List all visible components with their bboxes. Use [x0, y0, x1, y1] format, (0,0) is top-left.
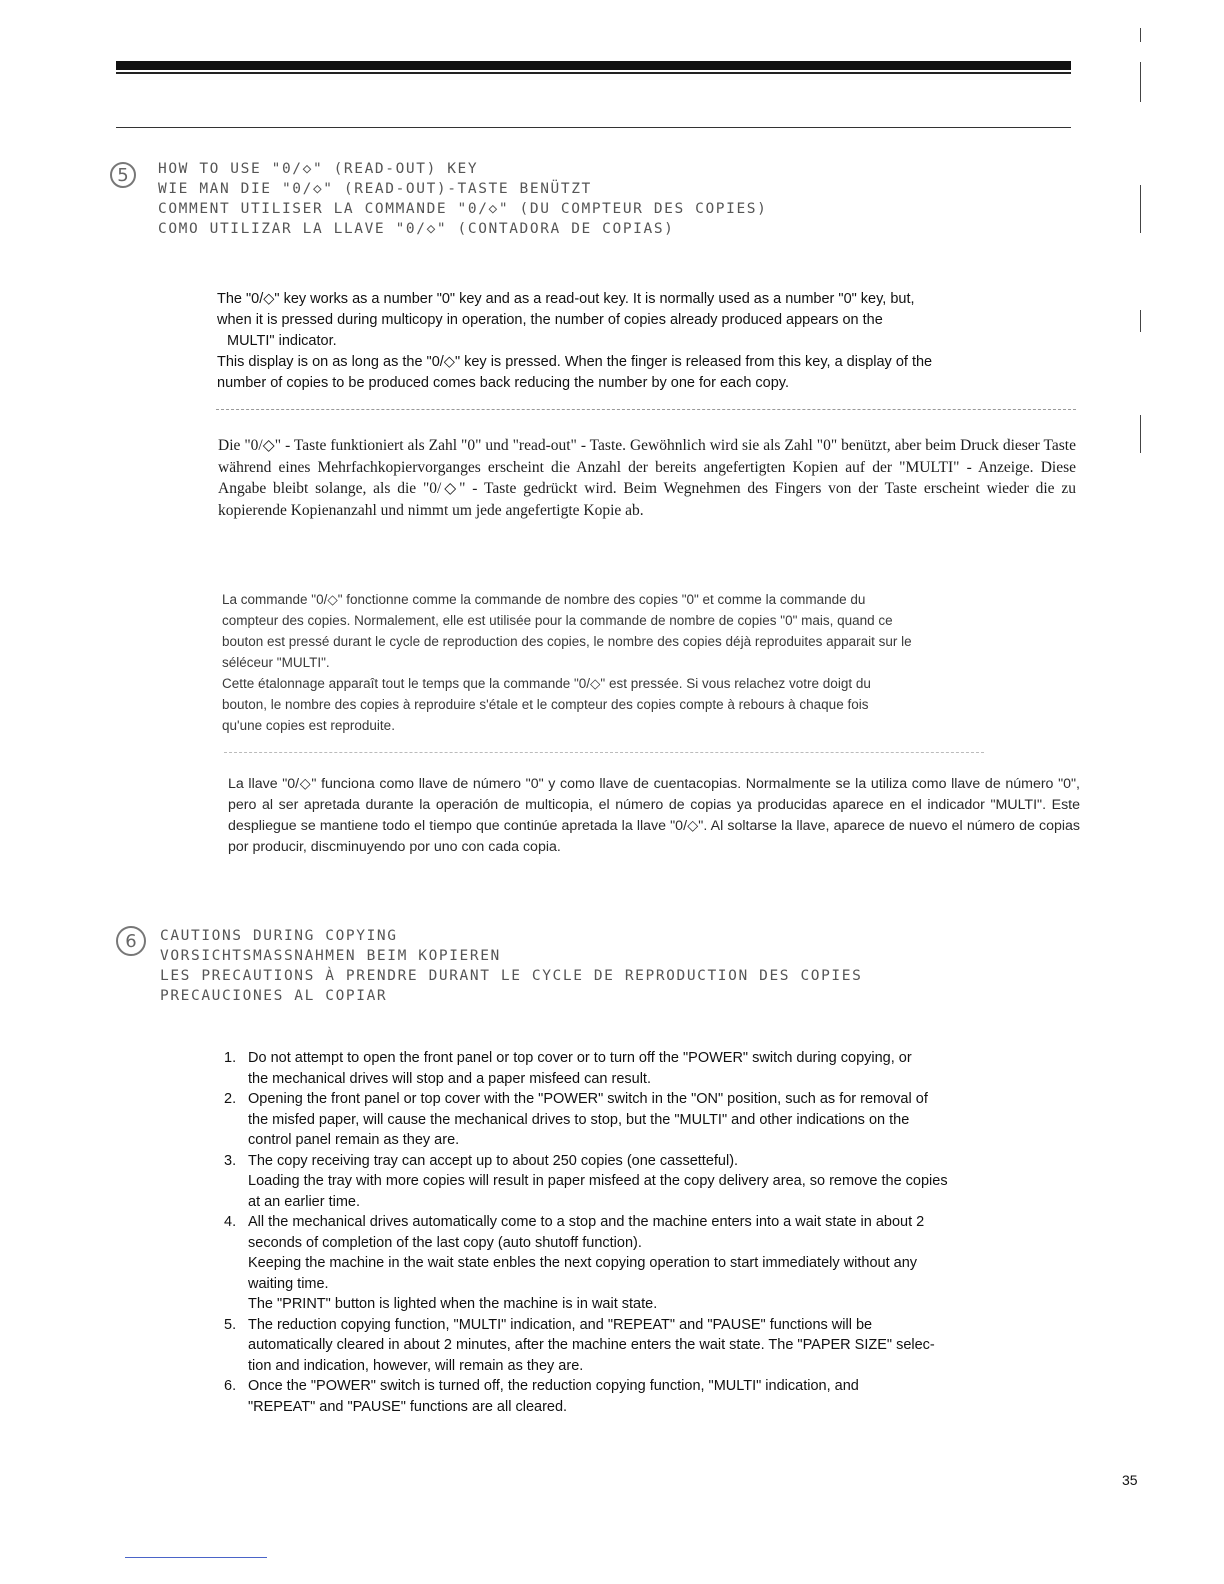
- item-number: 2.: [224, 1091, 237, 1107]
- section-6-icon: 6: [116, 926, 146, 956]
- item-number: 4.: [224, 1214, 237, 1230]
- edge-mark: [1140, 28, 1141, 42]
- footer-line: [125, 1557, 267, 1558]
- caution-item: [224, 1048, 1084, 1089]
- fr-line: séléceur "MULTI".: [222, 655, 330, 670]
- heading-fr: COMMENT UTILISER LA COMMANDE "0/◇" (DU COMPTEUR DES COPIES): [158, 201, 768, 217]
- top-thick-rule: [116, 61, 1071, 70]
- top-rule-secondary: [116, 72, 1071, 74]
- heading-de: VORSICHTSMASSNAHMEN BEIM KOPIEREN: [160, 948, 501, 964]
- heading-en: CAUTIONS DURING COPYING: [160, 928, 398, 944]
- section-5-spanish: La llave "0/◇" funciona como llave de número "0" y como llave de cuentacopias. Normalmente se la utiliza como llave de número "0", pero al ser apretada durante la operación de multicopia, el número de copias ya producidas aparece en el indicador "MULTI". Este despliegue se mantiene todo el tiempo que continúe apretada la llave "0/◇". Al soltarse la llave, aparece de nuevo el número de copias por producir, discminuyendo por uno con cada copia.: [228, 776, 1080, 855]
- section-6-headings: [160, 926, 862, 1006]
- item-number: 6.: [224, 1378, 237, 1394]
- item-line: Do not attempt to open the front panel or top cover or to turn off the "POWER" switch during copying, or: [248, 1050, 912, 1066]
- top-thin-rule: [116, 127, 1071, 128]
- item-line: Loading the tray with more copies will result in paper misfeed at the copy delivery area, so remove the copies: [248, 1173, 948, 1189]
- edge-mark: [1140, 415, 1141, 453]
- page-number: 35: [1122, 1472, 1138, 1488]
- fr-line: Cette étalonnage apparaît tout le temps que la commande "0/◇" est pressée. Si vous relachez votre doigt du: [222, 676, 871, 691]
- item-line: automatically cleared in about 2 minutes, after the machine enters the wait state. The "PAPER SIZE" selec-: [248, 1337, 935, 1353]
- section-5-french: [222, 589, 1078, 736]
- separator: [216, 409, 1076, 410]
- item-line: The "PRINT" button is lighted when the machine is in wait state.: [248, 1296, 658, 1312]
- item-line: The reduction copying function, "MULTI" indication, and "REPEAT" and "PAUSE" functions will be: [248, 1316, 873, 1333]
- fr-line: qu'une copies est reproduite.: [222, 718, 395, 733]
- section-5-headings: [158, 159, 767, 239]
- item-line: the mechanical drives will stop and a paper misfeed can result.: [248, 1070, 651, 1087]
- item-line: at an earlier time.: [248, 1193, 361, 1210]
- edge-mark: [1140, 62, 1141, 102]
- fr-line: compteur des copies. Normalement, elle est utilisée pour la commande de nombre de copies "0" mais, quand ce: [222, 613, 893, 628]
- item-line: The copy receiving tray can accept up to about 250 copies (one cassetteful).: [248, 1152, 739, 1169]
- separator: [224, 752, 984, 753]
- item-line: All the mechanical drives automatically come to a stop and the machine enters into a wait state in about 2: [248, 1214, 925, 1230]
- item-line: Opening the front panel or top cover with the "POWER" switch in the "ON" position, such as for removal of: [248, 1091, 928, 1107]
- item-line: control panel remain as they are.: [248, 1132, 460, 1148]
- caution-item: [224, 1315, 1084, 1377]
- caution-item: [224, 1089, 1084, 1151]
- heading-es: COMO UTILIZAR LA LLAVE "0/◇" (CONTADORA DE COPIAS): [158, 221, 675, 237]
- item-number: 5.: [224, 1316, 237, 1333]
- caution-item: [224, 1151, 1084, 1213]
- heading-es: PRECAUCIONES AL COPIAR: [160, 988, 388, 1004]
- item-line: tion and indication, however, will remain as they are.: [248, 1357, 584, 1374]
- edge-mark: [1140, 185, 1141, 233]
- caution-list: [224, 1048, 1084, 1417]
- item-number: 1.: [224, 1050, 237, 1066]
- item-line: waiting time.: [248, 1275, 329, 1292]
- en-line: number of copies to be produced comes back reducing the number by one for each copy.: [217, 375, 790, 391]
- section-5-german: Die "0/◇" - Taste funktioniert als Zahl "0" und "read-out" - Taste. Gewöhnlich wird sie als Zahl "0" benützt, aber beim Druck dieser Taste während eines Mehrfachkopiervorganges erscheint die Anzahl der bereits angefertigten Kopien auf der "MULTI" - Anzeige. Diese Angabe bleibt solange, als die "0/◇" - Taste gedrückt wird. Beim Wegnehmen des Fingers von der Taste erscheint wieder die zu kopierende Kopienanzahl und nimmt um jede angefertigte Kopie ab.: [218, 437, 1076, 519]
- fr-line: La commande "0/◇" fonctionne comme la commande de nombre des copies "0" et comme la commande du: [222, 592, 866, 607]
- section-5-english: [217, 289, 1077, 394]
- heading-de: WIE MAN DIE "0/◇" (READ-OUT)-TASTE BENÜTZT: [158, 181, 592, 197]
- en-line: MULTI" indicator.: [227, 333, 337, 349]
- item-line: Keeping the machine in the wait state enbles the next copying operation to start immediately without any: [248, 1255, 918, 1271]
- fr-line: bouton est pressé durant le cycle de reproduction des copies, le nombre des copies déjà reproduites apparait sur le: [222, 634, 912, 649]
- heading-en: HOW TO USE "0/◇" (READ-OUT) KEY: [158, 161, 479, 177]
- item-number: 3.: [224, 1152, 237, 1169]
- edge-mark: [1140, 310, 1141, 332]
- en-line: This display is on as long as the "0/◇" key is pressed. When the finger is released from this key, a display of the: [217, 354, 933, 370]
- section-5-icon: 5: [110, 162, 136, 188]
- item-line: seconds of completion of the last copy (auto shutoff function).: [248, 1234, 642, 1251]
- caution-item: [224, 1376, 1084, 1417]
- caution-item: [224, 1212, 1084, 1315]
- en-line: The "0/◇" key works as a number "0" key and as a read-out key. It is normally used as a number "0" key, but,: [217, 291, 915, 307]
- item-line: "REPEAT" and "PAUSE" functions are all cleared.: [248, 1398, 568, 1415]
- heading-fr: LES PRECAUTIONS À PRENDRE DURANT LE CYCLE DE REPRODUCTION DES COPIES: [160, 968, 863, 984]
- item-line: Once the "POWER" switch is turned off, the reduction copying function, "MULTI" indication, and: [248, 1378, 859, 1394]
- fr-line: bouton, le nombre des copies à reproduire s'étale et le compteur des copies compte à rebours à chaque fois: [222, 697, 869, 712]
- en-line: when it is pressed during multicopy in operation, the number of copies already produced appears on the: [217, 312, 883, 328]
- item-line: the misfed paper, will cause the mechanical drives to stop, but the "MULTI" and other indications on the: [248, 1111, 910, 1128]
